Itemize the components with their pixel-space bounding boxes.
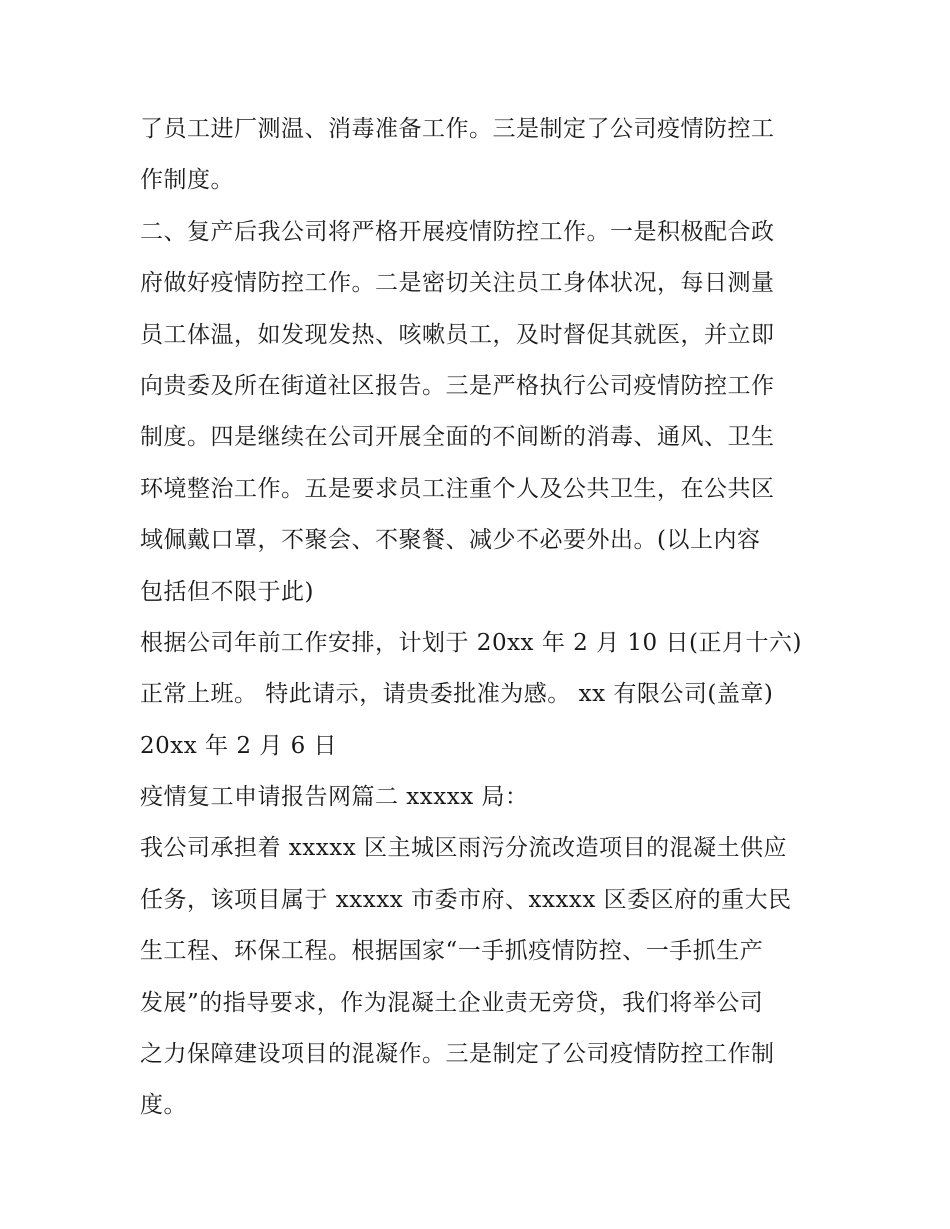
text-line: 发展”的指导要求，作为混凝土企业责无旁贷，我们将举公司 [140, 989, 764, 1016]
text-line: 正常上班。 特此请示，请贵委批准为感。 xx 有限公司(盖章) [140, 681, 774, 708]
text-line: 作制度。 [140, 167, 234, 194]
text-line: 了员工进厂测温、消毒准备工作。三是制定了公司疫情防控工 [140, 116, 775, 142]
text-line: 二、复产后我公司将严格开展疫情防控工作。一是积极配合政 [140, 218, 775, 245]
document-body [140, 104, 820, 1132]
text-line: 之力保障建设项目的混凝作。三是制定了公司疫情防控工作制 [140, 1041, 775, 1068]
text-line: 根据公司年前工作安排，计划于 20xx 年 2 月 10 日(正月十六) [140, 629, 802, 656]
text-line: 环境整治工作。五是要求员工注重个人及公共卫生，在公共区 [140, 475, 775, 502]
text-line: 包括但不限于此) [140, 578, 314, 605]
text-line: 员工体温，如发现发热、咳嗽员工，及时督促其就医，并立即 [140, 321, 775, 348]
section-heading: 疫情复工申请报告网篇二 xxxxx 局： [140, 784, 529, 811]
text-line: 生工程、环保工程。根据国家“一手抓疫情防控、一手抓生产 [140, 938, 764, 965]
text-line: 域佩戴口罩，不聚会、不聚餐、减少不必要外出。(以上内容 [140, 527, 761, 554]
date-line: 20xx 年 2 月 6 日 [140, 732, 338, 759]
text-line: 制度。四是继续在公司开展全面的不间断的消毒、通风、卫生 [140, 424, 775, 451]
text-line: 度。 [140, 1092, 187, 1119]
text-line: 我公司承担着 xxxxx 区主城区雨污分流改造项目的混凝土供应 [140, 835, 787, 862]
text-line: 府做好疫情防控工作。二是密切关注员工身体状况，每日测量 [140, 270, 775, 297]
text-line: 任务，该项目属于 xxxxx 市委市府、xxxxx 区委区府的重大民 [140, 886, 792, 913]
text-line: 向贵委及所在街道社区报告。三是严格执行公司疫情防控工作 [140, 372, 775, 399]
